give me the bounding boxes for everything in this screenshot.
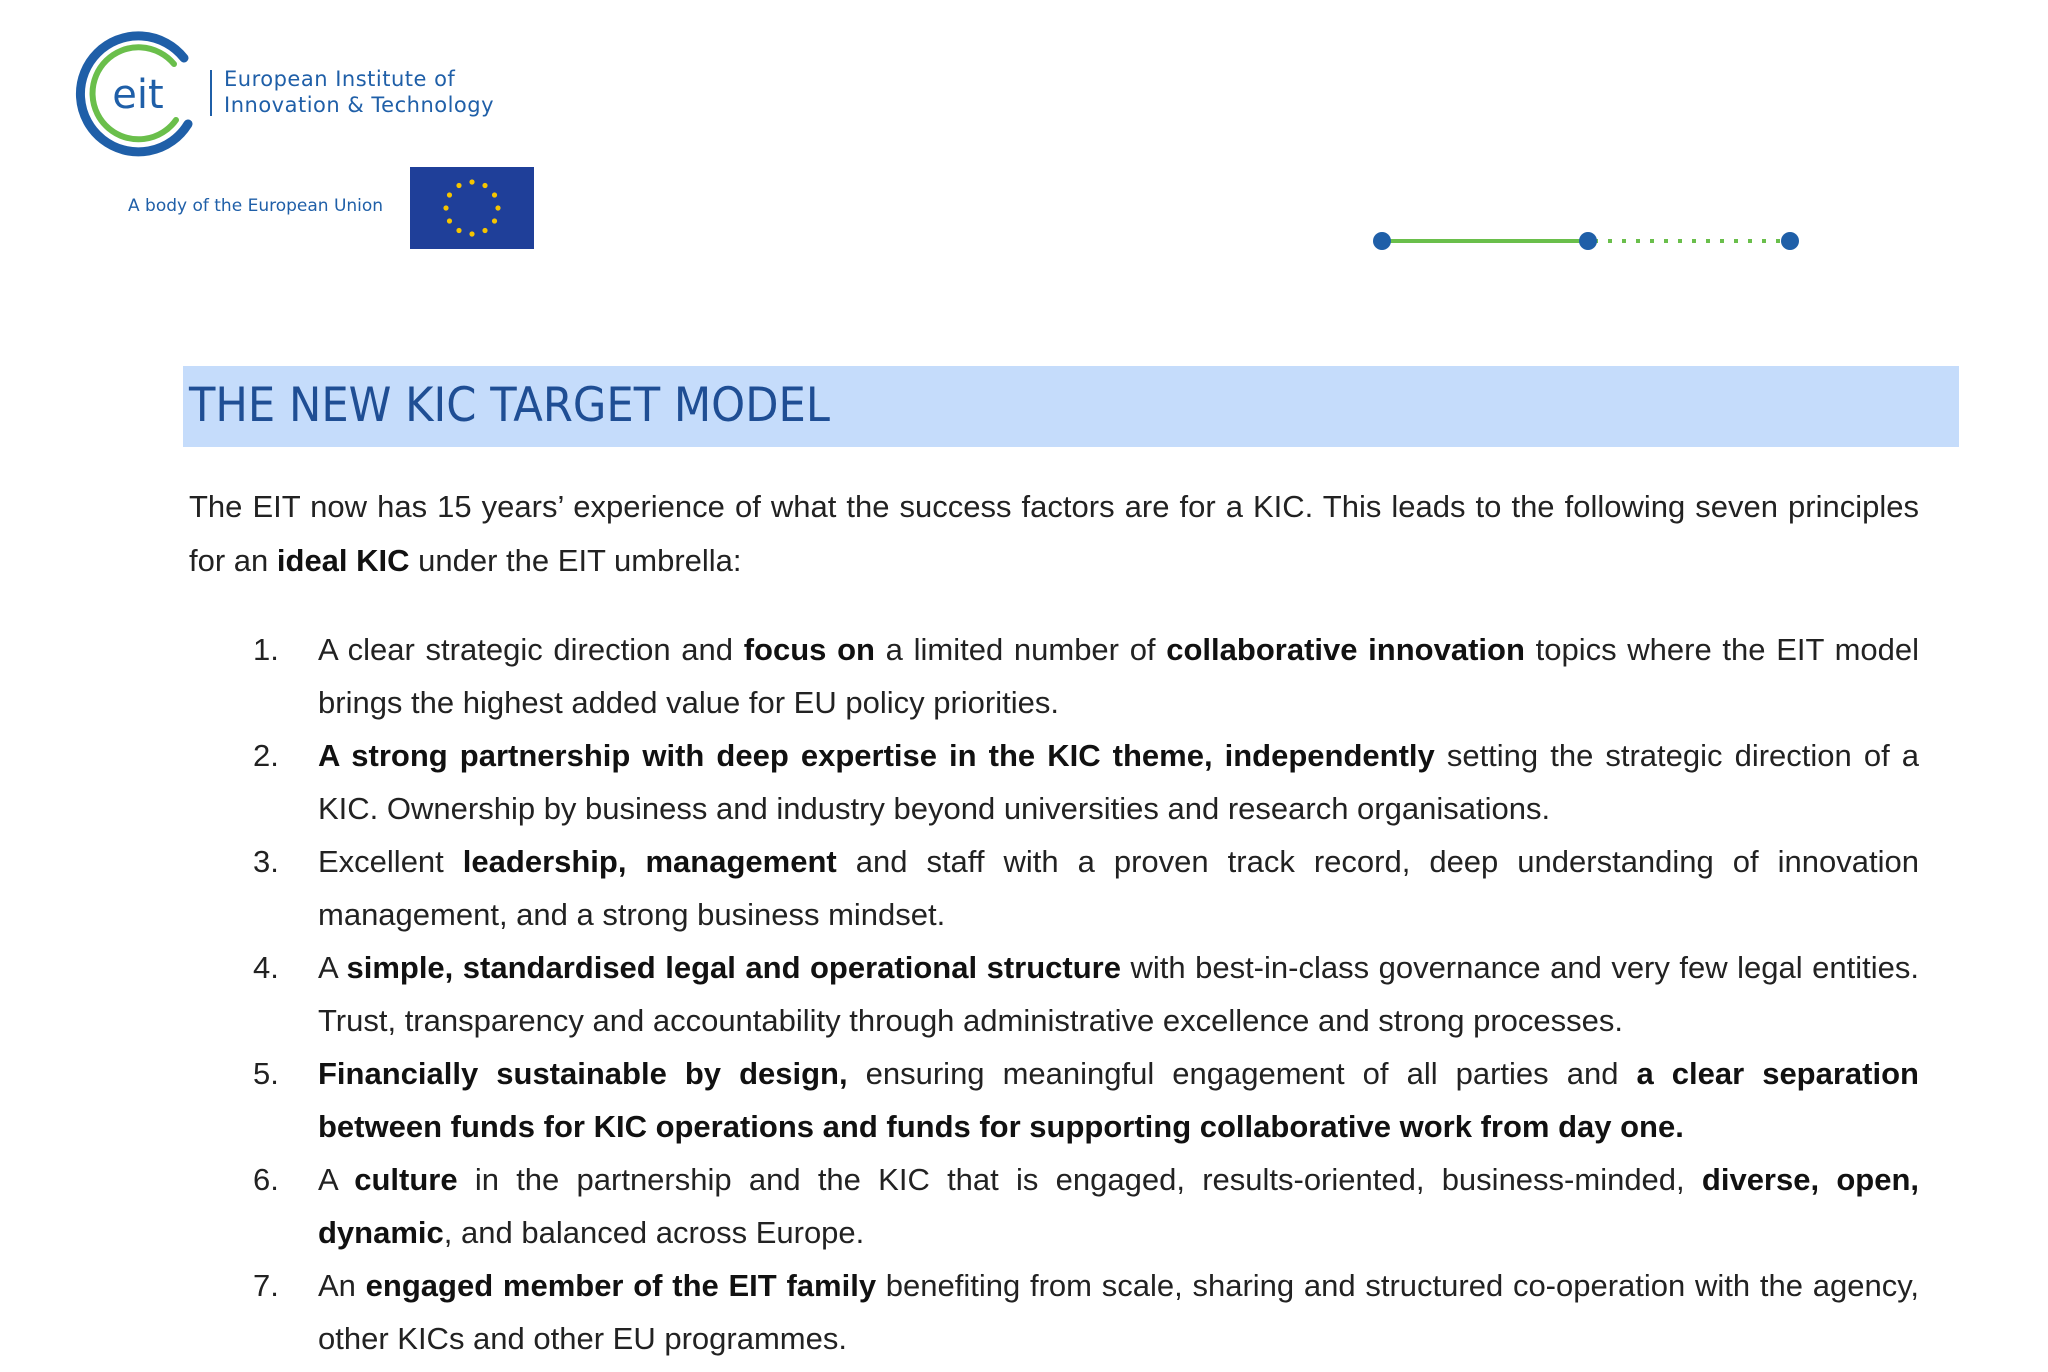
org-name-line1: European Institute of	[224, 67, 456, 91]
eu-flag-icon	[410, 167, 534, 249]
principle-number: 3.	[253, 844, 279, 879]
eu-flag-star	[469, 179, 474, 184]
principle-text: Excellent	[318, 844, 463, 879]
timeline-decoration-icon	[1370, 226, 2048, 256]
intro-bold-ideal-kic: ideal KIC	[276, 543, 410, 578]
principle-bold-text: Financially sustainable by design,	[318, 1056, 848, 1091]
svg-text:eit: eit	[112, 72, 164, 118]
principle-item-7	[189, 1259, 1919, 1365]
principle-number: 4.	[253, 950, 279, 985]
principle-item-1	[189, 623, 1919, 729]
principle-bold-text: a clear separation between funds for KIC operations and funds for supporting collaborative work from day one.	[318, 1056, 1919, 1144]
eu-flag-star	[447, 192, 452, 197]
principle-text: ensuring meaningful engagement of all parties and	[847, 1056, 1637, 1091]
principle-text: and staff with a proven track record, deep understanding of innovation management, and a strong business mindset.	[318, 844, 1919, 932]
eu-flag-star	[456, 228, 461, 233]
eu-flag-star	[443, 205, 448, 210]
principle-text: topics where the EIT model brings the highest added value for EU policy priorities.	[318, 632, 1920, 720]
principle-item-6	[189, 1153, 1919, 1259]
org-name-line2: Innovation & Technology	[224, 93, 495, 117]
principle-bold-text: leadership, management	[462, 844, 837, 879]
intro-paragraph	[189, 480, 1919, 588]
principle-text: A	[318, 950, 347, 985]
principle-bold-text: A strong partnership with deep expertise in the KIC theme, independently	[318, 738, 1435, 773]
principle-number: 2.	[253, 738, 279, 773]
eu-flag-star	[492, 218, 497, 223]
principle-item-5	[189, 1047, 1919, 1153]
eu-flag-star	[492, 192, 497, 197]
intro-text-2: under the EIT umbrella:	[409, 543, 742, 578]
principle-bold-text: simple, standardised legal and operational structure	[346, 950, 1121, 985]
principles-list	[189, 623, 1919, 1365]
principle-bold-text: focus on	[743, 632, 875, 667]
eu-flag-star	[469, 231, 474, 236]
principle-item-2	[189, 729, 1919, 835]
principle-text: , and balanced across Europe.	[443, 1215, 865, 1250]
principle-number: 7.	[253, 1268, 279, 1303]
principle-item-3	[189, 835, 1919, 941]
principle-text: a limited number of	[874, 632, 1167, 667]
principle-text: An	[318, 1268, 366, 1303]
eit-logo	[72, 28, 552, 158]
principle-bold-text: engaged member of the EIT family	[365, 1268, 877, 1303]
eit-logo-icon	[72, 28, 202, 158]
principle-bold-text: diverse, open, dynamic	[318, 1162, 1919, 1250]
principle-number: 5.	[253, 1056, 279, 1091]
eu-flag-star	[495, 205, 500, 210]
principle-text: setting the strategic direction of a KIC. Ownership by business and industry beyond universities and research organisations.	[318, 738, 1919, 826]
eu-flag-star	[447, 218, 452, 223]
section-title: THE NEW KIC TARGET MODEL	[189, 378, 830, 433]
intro-text-1: The EIT now has 15 years’ experience of what the success factors are for a KIC. This leads to the following seven principles for an	[189, 489, 1919, 578]
section-title-bar	[183, 366, 1959, 447]
principle-bold-text: culture	[354, 1162, 458, 1197]
eu-flag-star	[456, 183, 461, 188]
principle-bold-text: collaborative innovation	[1166, 632, 1525, 667]
principle-text: A	[318, 1162, 355, 1197]
principle-number: 6.	[253, 1162, 279, 1197]
principle-text: benefiting from scale, sharing and structured co-operation with the agency, other KICs and other EU programmes.	[318, 1268, 1920, 1356]
eu-flag-star	[482, 183, 487, 188]
eu-flag-star	[482, 228, 487, 233]
principle-text: in the partnership and the KIC that is engaged, results-oriented, business-minded,	[457, 1162, 1702, 1197]
org-name	[224, 66, 494, 118]
principle-text: with best-in-class governance and very few legal entities. Trust, transparency and accountability through administrative excellence and strong processes.	[318, 950, 1919, 1038]
logo-divider	[210, 70, 212, 116]
eu-tagline: A body of the European Union	[128, 196, 384, 216]
principle-item-4	[189, 941, 1919, 1047]
principle-text: A clear strategic direction and	[318, 632, 744, 667]
principle-number: 1.	[253, 632, 279, 667]
